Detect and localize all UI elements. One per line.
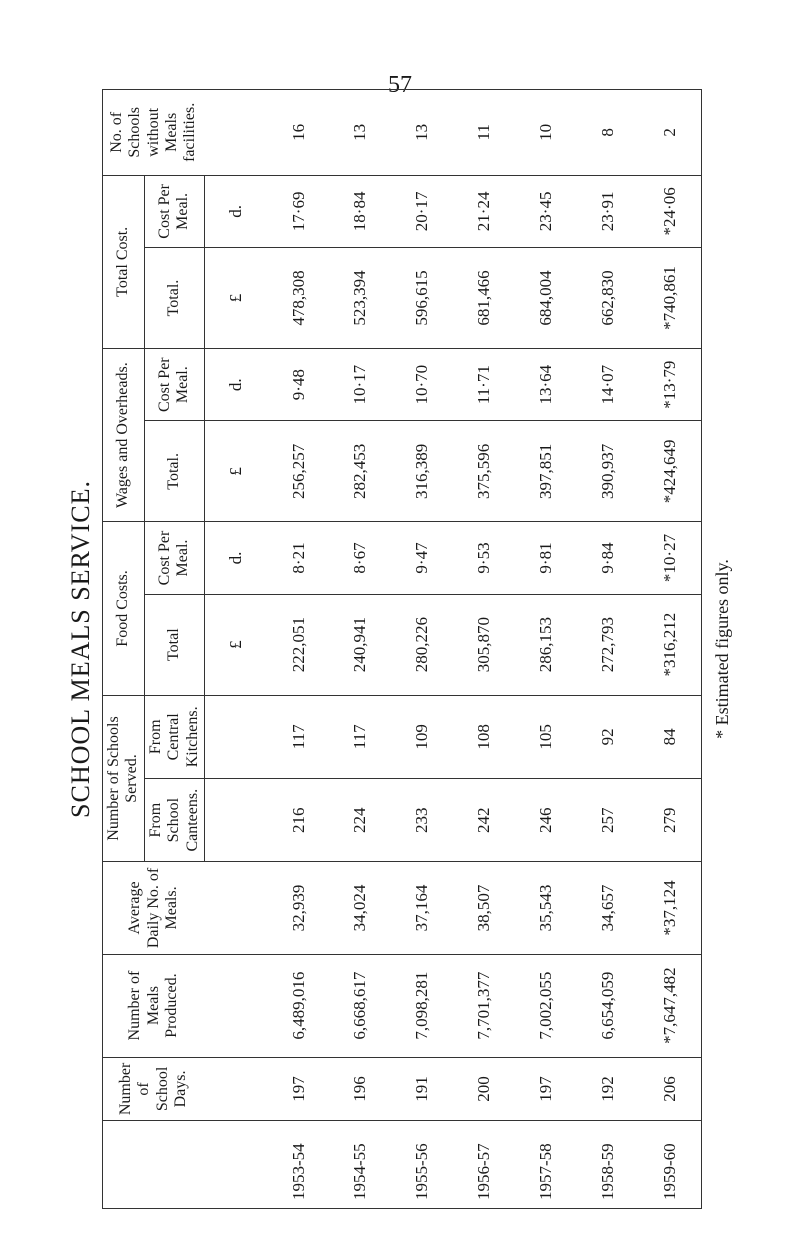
cell-wages-total: 375,596 (453, 421, 515, 522)
cell-avg: *37,124 (638, 862, 701, 954)
cell-wages-cpm: 13·64 (515, 348, 577, 420)
cell-wages-cpm: 10·17 (329, 348, 391, 420)
cell-tc-total: 684,004 (515, 248, 577, 349)
cell-canteens: 224 (329, 779, 391, 862)
table-row (515, 90, 577, 1209)
unit-wages-cpm: d. (204, 348, 267, 420)
header-wages-total: Total. (144, 421, 204, 522)
cell-food-total: 272,793 (577, 594, 639, 695)
cell-kitchens: 105 (515, 695, 577, 778)
cell-food-total: 280,226 (391, 594, 453, 695)
cell-no-facilities: 2 (638, 90, 701, 176)
unit-row (204, 90, 267, 1209)
cell-meals: *7,647,482 (638, 954, 701, 1057)
cell-year: 1957-58 (515, 1121, 577, 1209)
cell-food-cpm: 9·81 (515, 522, 577, 594)
cell-year: 1953-54 (268, 1121, 330, 1209)
header-total-cost-per-meal: Cost Per Meal. (144, 175, 204, 247)
header-from-kitchens: From Central Kitchens. (144, 695, 204, 778)
header-food-total: Total (144, 594, 204, 695)
cell-year: 1956-57 (453, 1121, 515, 1209)
cell-days: 196 (329, 1057, 391, 1121)
unit-food-cpm: d. (204, 522, 267, 594)
cell-tc-cpm: 21·24 (453, 175, 515, 247)
cell-days: 206 (638, 1057, 701, 1121)
cell-food-total: 222,051 (268, 594, 330, 695)
cell-avg: 34,657 (577, 862, 639, 954)
cell-days: 197 (515, 1057, 577, 1121)
cell-avg: 38,507 (453, 862, 515, 954)
cell-wages-cpm: 14·07 (577, 348, 639, 420)
cell-canteens: 216 (268, 779, 330, 862)
cell-days: 191 (391, 1057, 453, 1121)
header-wages-cost-per-meal: Cost Per Meal. (144, 348, 204, 420)
cell-no-facilities: 10 (515, 90, 577, 176)
cell-avg: 32,939 (268, 862, 330, 954)
table-row (268, 90, 330, 1209)
cell-kitchens: 92 (577, 695, 639, 778)
cell-kitchens: 109 (391, 695, 453, 778)
cell-food-total: 240,941 (329, 594, 391, 695)
table-row (391, 90, 453, 1209)
cell-no-facilities: 16 (268, 90, 330, 176)
footnote: * Estimated figures only. (712, 559, 732, 739)
header-meals-produced: Number of Meals Produced. (103, 954, 205, 1057)
cell-no-facilities: 13 (329, 90, 391, 176)
cell-wages-total: 390,937 (577, 421, 639, 522)
header-schools-served: Number of Schools Served. (103, 695, 145, 862)
cell-avg: 37,164 (391, 862, 453, 954)
cell-kitchens: 117 (268, 695, 330, 778)
cell-tc-cpm: 23·45 (515, 175, 577, 247)
unit-wages-total: £ (204, 421, 267, 522)
cell-tc-cpm: 18·84 (329, 175, 391, 247)
header-no-facilities: No. of Schools without Meals facilities. (103, 90, 205, 176)
header-food-costs: Food Costs. (103, 522, 145, 695)
cell-meals: 7,098,281 (391, 954, 453, 1057)
unit-food-total: £ (204, 594, 267, 695)
cell-food-cpm: *10·27 (638, 522, 701, 594)
cell-no-facilities: 8 (577, 90, 639, 176)
cell-food-cpm: 8·67 (329, 522, 391, 594)
cell-canteens: 279 (638, 779, 701, 862)
table-row (577, 90, 639, 1209)
cell-year: 1955-56 (391, 1121, 453, 1209)
cell-tc-total: *740,861 (638, 248, 701, 349)
unit-tc-cpm: d. (204, 175, 267, 247)
cell-food-cpm: 9·84 (577, 522, 639, 594)
cell-tc-total: 662,830 (577, 248, 639, 349)
cell-kitchens: 84 (638, 695, 701, 778)
cell-tc-total: 523,394 (329, 248, 391, 349)
cell-wages-cpm: 9·48 (268, 348, 330, 420)
school-meals-table (102, 89, 702, 1209)
cell-tc-total: 478,308 (268, 248, 330, 349)
header-from-canteens: From School Canteens. (144, 779, 204, 862)
page-number: 57 (388, 72, 412, 98)
cell-wages-total: 282,453 (329, 421, 391, 522)
cell-tc-total: 596,615 (391, 248, 453, 349)
cell-year: 1958-59 (577, 1121, 639, 1209)
cell-wages-cpm: *13·79 (638, 348, 701, 420)
cell-food-cpm: 9·47 (391, 522, 453, 594)
cell-tc-cpm: *24·06 (638, 175, 701, 247)
page-title: SCHOOL MEALS SERVICE. (66, 480, 95, 818)
cell-wages-total: 397,851 (515, 421, 577, 522)
cell-canteens: 257 (577, 779, 639, 862)
cell-food-total: 305,870 (453, 594, 515, 695)
cell-meals: 6,654,059 (577, 954, 639, 1057)
rotated-page (60, 89, 740, 1209)
cell-wages-cpm: 10·70 (391, 348, 453, 420)
cell-wages-total: 256,257 (268, 421, 330, 522)
cell-no-facilities: 11 (453, 90, 515, 176)
cell-avg: 34,024 (329, 862, 391, 954)
cell-meals: 7,701,377 (453, 954, 515, 1057)
cell-days: 200 (453, 1057, 515, 1121)
cell-year: 1954-55 (329, 1121, 391, 1209)
cell-canteens: 242 (453, 779, 515, 862)
header-wages-overheads: Wages and Overheads. (103, 348, 145, 521)
cell-kitchens: 117 (329, 695, 391, 778)
table-row (638, 90, 701, 1209)
cell-food-cpm: 8·21 (268, 522, 330, 594)
header-total-cost-total: Total. (144, 248, 204, 349)
cell-meals: 6,489,016 (268, 954, 330, 1057)
cell-avg: 35,543 (515, 862, 577, 954)
header-average-daily: Average Daily No. of Meals. (103, 862, 205, 954)
cell-wages-total: 316,389 (391, 421, 453, 522)
cell-canteens: 233 (391, 779, 453, 862)
table-row (329, 90, 391, 1209)
cell-tc-cpm: 23·91 (577, 175, 639, 247)
cell-tc-cpm: 20·17 (391, 175, 453, 247)
cell-year: 1959-60 (638, 1121, 701, 1209)
cell-canteens: 246 (515, 779, 577, 862)
header-school-days: Number of School Days. (103, 1057, 205, 1121)
cell-wages-total: *424,649 (638, 421, 701, 522)
unit-tc-total: £ (204, 248, 267, 349)
header-total-cost: Total Cost. (103, 175, 145, 348)
cell-days: 197 (268, 1057, 330, 1121)
cell-food-total: *316,212 (638, 594, 701, 695)
cell-days: 192 (577, 1057, 639, 1121)
cell-meals: 7,002,055 (515, 954, 577, 1057)
header-year (103, 1121, 205, 1209)
cell-meals: 6,668,617 (329, 954, 391, 1057)
cell-food-cpm: 9·53 (453, 522, 515, 594)
cell-no-facilities: 13 (391, 90, 453, 176)
header-food-cost-per-meal: Cost Per Meal. (144, 522, 204, 594)
cell-kitchens: 108 (453, 695, 515, 778)
cell-tc-total: 681,466 (453, 248, 515, 349)
cell-wages-cpm: 11·71 (453, 348, 515, 420)
cell-food-total: 286,153 (515, 594, 577, 695)
table-row (453, 90, 515, 1209)
cell-tc-cpm: 17·69 (268, 175, 330, 247)
